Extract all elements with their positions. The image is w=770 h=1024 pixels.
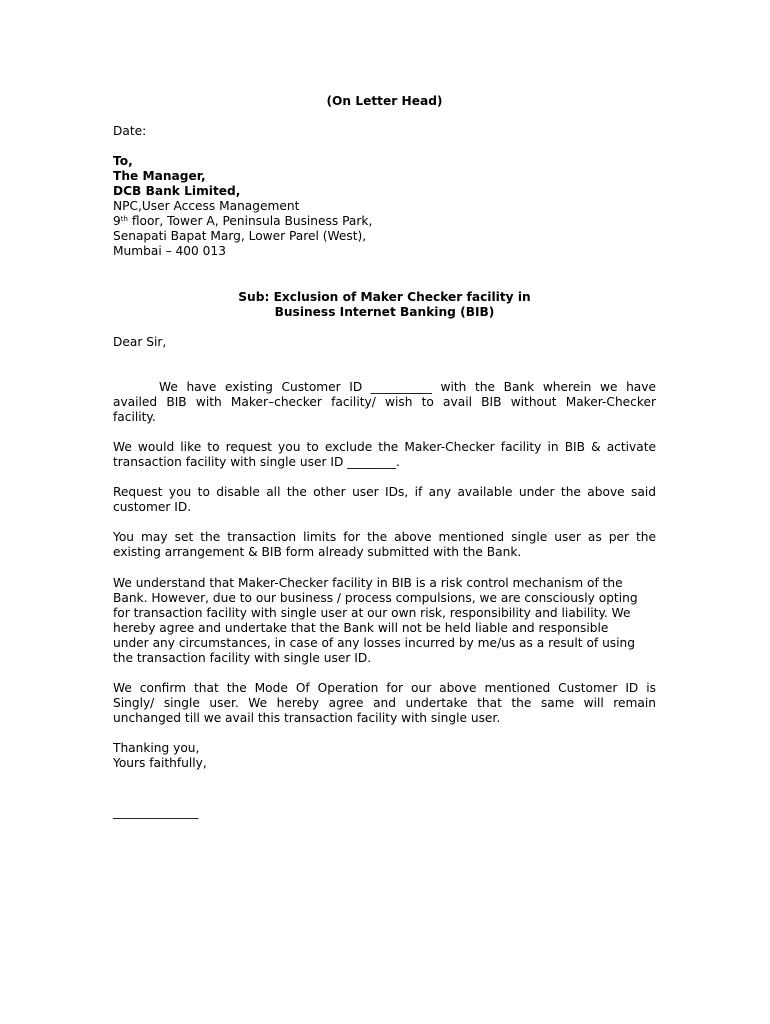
paragraph-line: We have existing Customer ID __________ with the Bank wherein we have — [159, 380, 656, 394]
recipient-address — [113, 154, 656, 259]
paragraph-line: customer ID. — [113, 500, 192, 514]
recipient-address-line3: Mumbai – 400 013 — [113, 244, 226, 258]
closing-thanks: Thanking you, — [113, 741, 200, 755]
recipient-to: To, — [113, 154, 133, 168]
paragraph-line: unchanged till we avail this transaction facility with single user. — [113, 711, 501, 725]
paragraph-transaction-limits — [113, 530, 656, 560]
recipient-title: The Manager, — [113, 169, 206, 183]
paragraph-line: Singly/ single user. We hereby agree and undertake that the same will remain — [113, 696, 656, 710]
paragraph-line: We would like to request you to exclude the Maker-Checker facility in BIB & activate — [113, 440, 656, 454]
recipient-address-line1: 9th floor, Tower A, Peninsula Business Park, — [113, 214, 373, 228]
recipient-department: NPC,User Access Management — [113, 199, 300, 213]
paragraph-risk-understanding — [113, 576, 656, 666]
paragraph-line: availed BIB with Maker–checker facility/ wish to avail BIB without Maker-Checker — [113, 395, 656, 409]
closing-sign-off: Yours faithfully, — [113, 756, 207, 770]
paragraph-line: under any circumstances, in case of any losses incurred by me/us as a result of using — [113, 636, 635, 650]
paragraph-line: the transaction facility with single user ID. — [113, 651, 372, 665]
signature-line: ______________ — [113, 805, 199, 819]
closing — [113, 741, 656, 771]
paragraph-disable-ids — [113, 485, 656, 515]
paragraph-line: facility. — [113, 410, 156, 424]
paragraph-exclude-request — [113, 440, 656, 470]
paragraph-line: Bank. However, due to our business / process compulsions, we are consciously opting — [113, 591, 638, 605]
paragraph-line: transaction facility with single user ID ________. — [113, 455, 400, 469]
paragraph-line: You may set the transaction limits for the above mentioned single user as per the — [113, 530, 656, 544]
paragraph-line: Request you to disable all the other user IDs, if any available under the above said — [113, 485, 656, 499]
paragraph-line: hereby agree and undertake that the Bank will not be held liable and responsible — [113, 621, 609, 635]
salutation: Dear Sir, — [113, 335, 167, 349]
recipient-bank: DCB Bank Limited, — [113, 184, 241, 198]
letterhead-note: (On Letter Head) — [326, 94, 443, 108]
paragraph-line: We understand that Maker-Checker facility in BIB is a risk control mechanism of the — [113, 576, 623, 590]
paragraph-mode-of-operation — [113, 681, 656, 726]
paragraph-line: existing arrangement & BIB form already submitted with the Bank. — [113, 545, 522, 559]
subject: Sub: Exclusion of Maker Checker facility in Business Internet Banking (BIB) — [238, 290, 531, 319]
paragraph-line: We confirm that the Mode Of Operation for our above mentioned Customer ID is — [113, 681, 656, 695]
paragraph-customer-id — [113, 380, 656, 425]
recipient-address-line2: Senapati Bapat Marg, Lower Parel (West), — [113, 229, 367, 243]
date-label: Date: — [113, 124, 147, 138]
paragraph-line: for transaction facility with single user at our own risk, responsibility and liability. We — [113, 606, 631, 620]
